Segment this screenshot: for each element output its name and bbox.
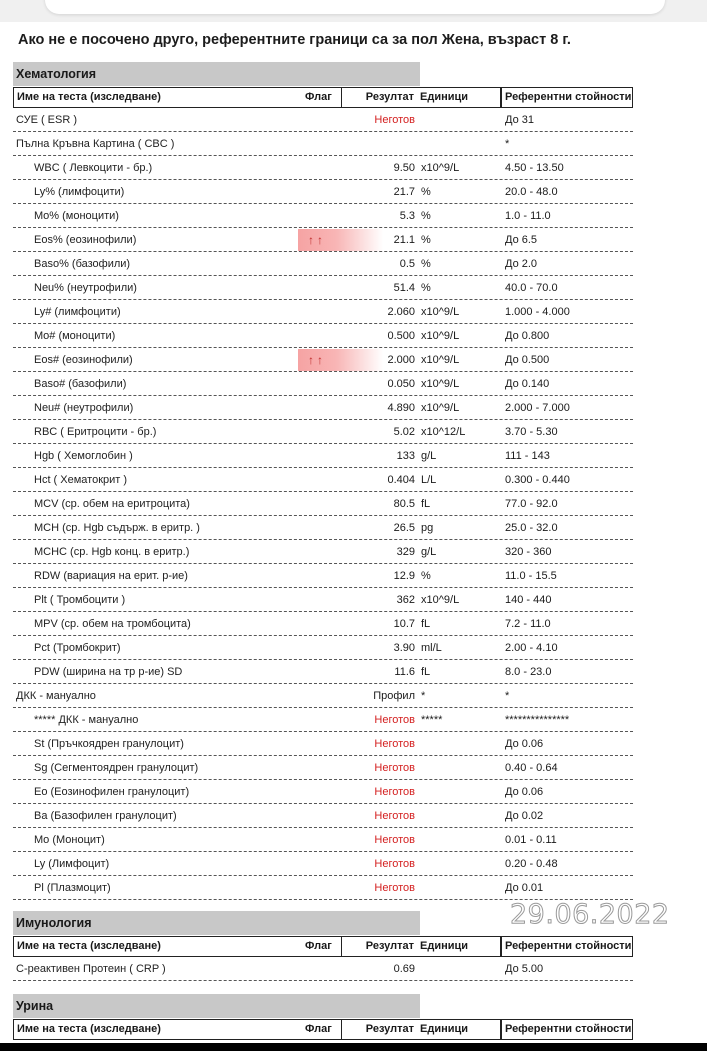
col-ref: Референтни стойности	[501, 936, 633, 957]
test-name: СУЕ ( ESR )	[16, 114, 78, 126]
result-value: 51.4	[393, 282, 415, 294]
unit: x10^9/L	[421, 354, 460, 366]
result-value: 21.1	[393, 234, 415, 246]
result-value: Неготов	[374, 834, 415, 846]
result-value: 12.9	[393, 570, 415, 582]
test-name: MCH (ср. Hgb съдърж. в еритр. )	[34, 522, 200, 534]
reference-range: До 0.06	[505, 786, 544, 798]
top-bar	[0, 0, 707, 22]
table-row	[13, 300, 633, 324]
test-name: RDW (вариация на ерит. р-ие)	[34, 570, 188, 582]
test-name: Hct ( Хематокрит )	[34, 474, 128, 486]
result-value: 2.000	[387, 354, 415, 366]
table-row	[13, 324, 633, 348]
table-row	[13, 732, 633, 756]
section-header-hematology: Хематология	[13, 62, 420, 86]
table-row	[13, 396, 633, 420]
col-flag: Флаг	[302, 936, 342, 957]
top-bar-pill	[45, 0, 665, 14]
test-name: Pct (Тромбокрит)	[34, 642, 121, 654]
test-name: Ba (Базофилен гранулоцит)	[34, 810, 177, 822]
unit: L/L	[421, 474, 437, 486]
col-result: Резултат	[341, 87, 418, 108]
test-name: MPV (ср. обем на тромбоцита)	[34, 618, 191, 630]
test-name: MCHC (ср. Hgb конц. в еритр.)	[34, 546, 190, 558]
reference-range: До 0.140	[505, 378, 550, 390]
col-unit: Единици	[417, 87, 501, 108]
result-value: 5.02	[393, 426, 415, 438]
reference-range: 111 - 143	[505, 450, 550, 462]
reference-range: *	[505, 138, 510, 150]
result-value: 11.6	[394, 666, 415, 678]
unit: %	[421, 210, 431, 222]
result-value: Неготов	[374, 738, 415, 750]
table-row	[13, 780, 633, 804]
unit: fL	[421, 498, 431, 510]
table-row	[13, 132, 633, 156]
test-name: Plt ( Тромбоцити )	[34, 594, 126, 606]
result-value: 21.7	[393, 186, 415, 198]
col-name: Име на теста (изследване)	[13, 1019, 303, 1040]
reference-range: *	[505, 690, 510, 702]
result-value: 0.404	[387, 474, 415, 486]
column-header-immunology	[13, 936, 633, 957]
reference-range: 2.000 - 7.000	[505, 402, 570, 414]
col-result: Резултат	[341, 936, 418, 957]
table-row	[13, 660, 633, 684]
unit: %	[421, 234, 431, 246]
test-name: PDW (ширина на тр р-ие) SD	[34, 666, 183, 678]
test-name: Baso# (базофили)	[34, 378, 127, 390]
reference-range: До 0.06	[505, 738, 544, 750]
unit: x10^9/L	[421, 330, 460, 342]
table-row	[13, 708, 633, 732]
flag-arrows-icon: ↑↑	[308, 233, 326, 247]
section-header-urine: Урина	[13, 994, 420, 1018]
reference-range: 140 - 440	[505, 594, 552, 606]
test-name: Sg (Сегментоядрен гранулоцит)	[34, 762, 199, 774]
table-row	[13, 180, 633, 204]
unit: fL	[421, 666, 431, 678]
table-row	[13, 612, 633, 636]
table-row	[13, 108, 633, 132]
table-row	[13, 516, 633, 540]
unit: *****	[421, 714, 443, 726]
result-value: 80.5	[393, 498, 415, 510]
table-row	[13, 468, 633, 492]
test-name: ***** ДКК - мануално	[34, 714, 139, 726]
reference-range: 0.20 - 0.48	[505, 858, 558, 870]
reference-range: 4.50 - 13.50	[505, 162, 564, 174]
result-value: 0.5	[399, 258, 415, 270]
table-row	[13, 276, 633, 300]
table-row	[13, 156, 633, 180]
reference-range: 20.0 - 48.0	[505, 186, 558, 198]
result-value: Профил	[373, 690, 415, 702]
col-ref: Референтни стойности	[501, 87, 633, 108]
test-name: Mo# (моноцити)	[34, 330, 116, 342]
col-flag: Флаг	[302, 87, 342, 108]
test-name: RBC ( Еритроцити - бр.)	[34, 426, 157, 438]
column-header-urine	[13, 1019, 633, 1040]
reference-range: 8.0 - 23.0	[505, 666, 552, 678]
table-row	[13, 564, 633, 588]
unit: %	[421, 258, 431, 270]
test-name: Hgb ( Хемоглобин )	[34, 450, 133, 462]
reference-range: 7.2 - 11.0	[505, 618, 551, 630]
test-name: Baso% (базофили)	[34, 258, 131, 270]
unit: x10^9/L	[421, 594, 460, 606]
table-row	[13, 636, 633, 660]
reference-range: 40.0 - 70.0	[505, 282, 558, 294]
col-flag: Флаг	[302, 1019, 342, 1040]
reference-note: Ако не е посочено друго, референтните граници са за пол Жена, възраст 8 г.	[18, 32, 571, 48]
reference-range: 1.0 - 11.0	[505, 210, 551, 222]
unit: g/L	[421, 546, 437, 558]
test-name: Mo (Моноцит)	[34, 834, 105, 846]
reference-range: До 2.0	[505, 258, 538, 270]
result-value: Неготов	[374, 714, 415, 726]
reference-range: До 0.01	[505, 882, 544, 894]
test-name: С-реактивен Протеин ( CRP )	[16, 963, 166, 975]
result-value: Неготов	[374, 882, 415, 894]
reference-range: До 0.800	[505, 330, 550, 342]
unit: x10^12/L	[421, 426, 466, 438]
reference-range: ***************	[505, 714, 570, 726]
result-value: 362	[396, 594, 415, 606]
result-value: 3.90	[393, 642, 415, 654]
table-row	[13, 804, 633, 828]
col-name: Име на теста (изследване)	[13, 936, 303, 957]
table-row	[13, 492, 633, 516]
date-watermark: 29.06.2022	[510, 899, 670, 930]
result-value: 5.3	[399, 210, 415, 222]
result-value: 0.050	[387, 378, 415, 390]
reference-range: До 31	[505, 114, 534, 126]
unit: *	[421, 690, 426, 702]
table-row	[13, 756, 633, 780]
result-value: 0.500	[387, 330, 415, 342]
result-value: Неготов	[374, 114, 415, 126]
test-name: MCV (ср. обем на еритроцита)	[34, 498, 190, 510]
table-row	[13, 348, 633, 372]
section-header-immunology: Имунология	[13, 911, 420, 935]
reference-range: 2.00 - 4.10	[505, 642, 558, 654]
result-value: 4.890	[387, 402, 415, 414]
unit: fL	[421, 618, 431, 630]
test-name: Mo% (моноцити)	[34, 210, 119, 222]
test-name: Ly% (лимфоцити)	[34, 186, 125, 198]
result-value: 0.69	[393, 963, 415, 975]
reference-range: 77.0 - 92.0	[505, 498, 558, 510]
result-value: 10.7	[393, 618, 415, 630]
test-name: Eo (Еозинофилен гранулоцит)	[34, 786, 190, 798]
table-row	[13, 540, 633, 564]
table-row	[13, 828, 633, 852]
unit: %	[421, 282, 431, 294]
col-unit: Единици	[417, 1019, 501, 1040]
unit: %	[421, 186, 431, 198]
result-value: 2.060	[387, 306, 415, 318]
test-name: Neu% (неутрофили)	[34, 282, 137, 294]
result-value: Неготов	[374, 810, 415, 822]
result-value: Неготов	[374, 858, 415, 870]
result-value: 26.5	[393, 522, 415, 534]
test-name: Eos% (еозинофили)	[34, 234, 137, 246]
table-row	[13, 252, 633, 276]
column-header-hematology	[13, 87, 633, 108]
unit: pg	[421, 522, 434, 534]
test-name: Пълна Кръвна Картина ( CBC )	[16, 138, 175, 150]
table-row	[13, 444, 633, 468]
unit: x10^9/L	[421, 402, 460, 414]
reference-range: 3.70 - 5.30	[505, 426, 558, 438]
reference-range: До 0.02	[505, 810, 544, 822]
col-ref: Референтни стойности	[501, 1019, 633, 1040]
table-row	[13, 204, 633, 228]
test-name: St (Пръчкоядрен гранулоцит)	[34, 738, 184, 750]
test-name: Eos# (еозинофили)	[34, 354, 133, 366]
unit: x10^9/L	[421, 378, 460, 390]
reference-range: 0.01 - 0.11	[505, 834, 557, 846]
col-unit: Единици	[417, 936, 501, 957]
test-name: WBC ( Левкоцити - бр.)	[34, 162, 153, 174]
table-row	[13, 228, 633, 252]
test-name: Ly (Лимфоцит)	[34, 858, 110, 870]
reference-range: 25.0 - 32.0	[505, 522, 558, 534]
result-value: Неготов	[374, 786, 415, 798]
reference-range: 0.300 - 0.440	[505, 474, 570, 486]
result-value: Неготов	[374, 762, 415, 774]
unit: x10^9/L	[421, 306, 460, 318]
reference-range: 11.0 - 15.5	[505, 570, 557, 582]
result-value: 329	[396, 546, 415, 558]
unit: %	[421, 570, 431, 582]
test-name: Neu# (неутрофили)	[34, 402, 134, 414]
reference-range: 0.40 - 0.64	[505, 762, 558, 774]
unit: x10^9/L	[421, 162, 460, 174]
result-value: 133	[396, 450, 415, 462]
col-name: Име на теста (изследване)	[13, 87, 303, 108]
reference-range: До 6.5	[505, 234, 538, 246]
bottom-bar	[0, 1043, 707, 1051]
test-name: Ly# (лимфоцити)	[34, 306, 121, 318]
test-name: ДКК - мануално	[16, 690, 96, 702]
table-row	[13, 372, 633, 396]
test-name: Pl (Плазмоцит)	[34, 882, 111, 894]
table-row	[13, 957, 633, 981]
table-row	[13, 876, 633, 900]
flag-arrows-icon: ↑↑	[308, 353, 326, 367]
unit: g/L	[421, 450, 437, 462]
result-value: 9.50	[393, 162, 415, 174]
table-row	[13, 684, 633, 708]
reference-range: 320 - 360	[505, 546, 552, 558]
unit: ml/L	[421, 642, 442, 654]
table-row	[13, 420, 633, 444]
reference-range: До 0.500	[505, 354, 550, 366]
reference-range: 1.000 - 4.000	[505, 306, 570, 318]
table-row	[13, 588, 633, 612]
table-row	[13, 852, 633, 876]
col-result: Резултат	[341, 1019, 418, 1040]
reference-range: До 5.00	[505, 963, 544, 975]
